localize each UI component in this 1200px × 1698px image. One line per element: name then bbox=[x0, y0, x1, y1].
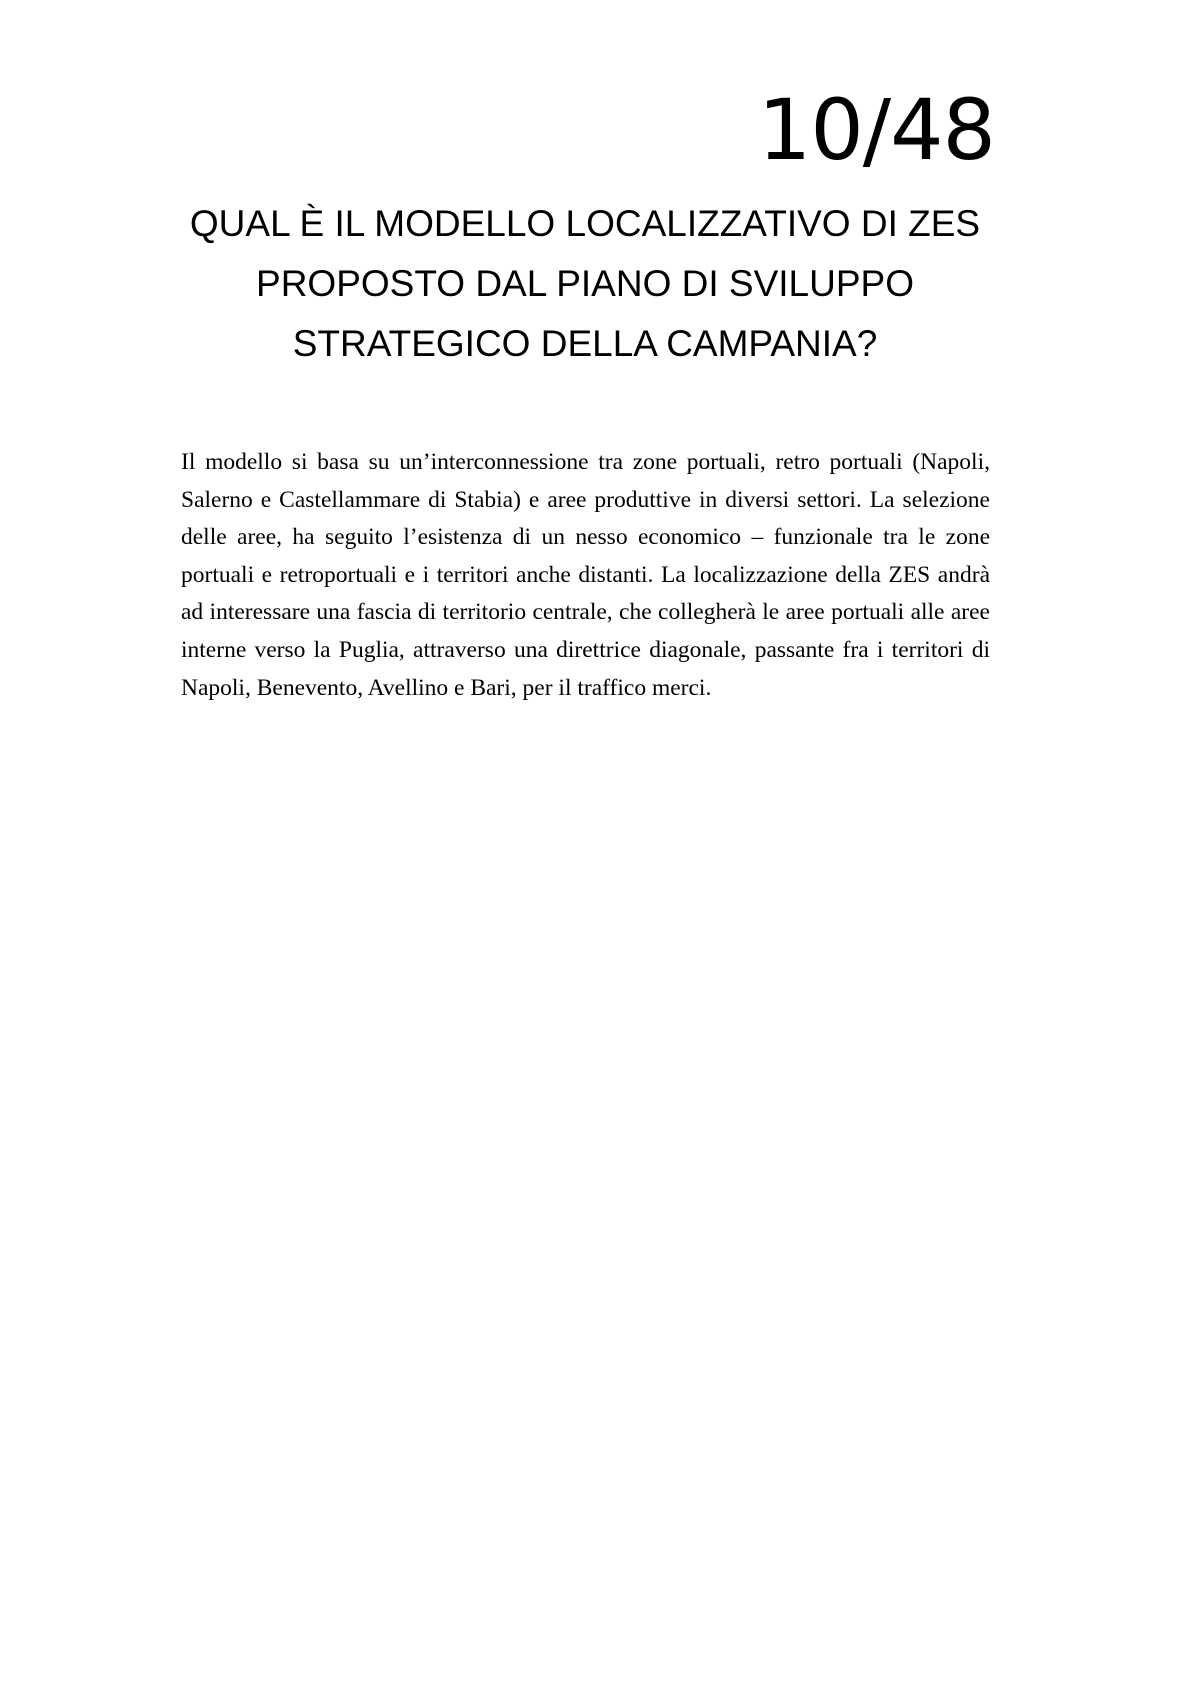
page-number: 10/48 bbox=[757, 81, 995, 179]
answer-paragraph: Il modello si basa su un’interconnessione tra zone portuali, retro portuali (Napoli, Salerno e Castellammare di Stabia) e aree produttive in diversi settori. La selezione delle aree, ha seguito l’esistenza di un nesso economico – funzionale tra le zone portuali e retroportuali e i territori anche distanti. La localizzazione della ZES andrà ad interessare una fascia di territorio centrale, che collegherà le aree portuali alle aree interne verso la Puglia, attraverso una direttrice diagonale, passante fra i territori di Napoli, Benevento, Avellino e Bari, per il traffico merci. bbox=[181, 449, 990, 701]
question-title: QUAL È IL MODELLO LOCALIZZATIVO DI ZES PROPOSTO DAL PIANO DI SVILUPPO STRATEGICO DELLA CAMPANIA? bbox=[189, 203, 981, 364]
